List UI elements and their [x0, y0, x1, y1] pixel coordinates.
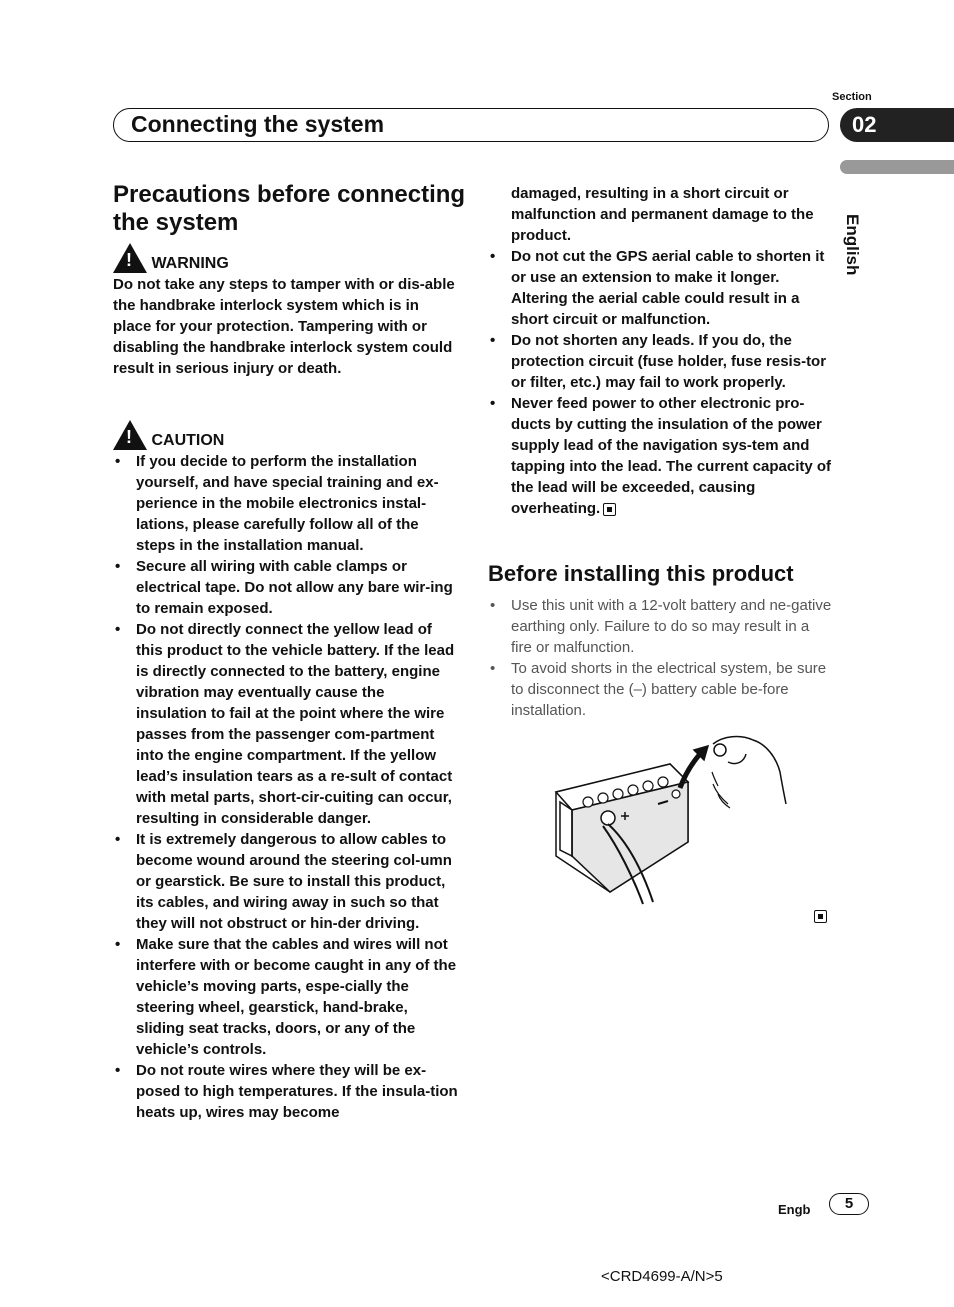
warning-text: Do not take any steps to tamper with or dis-able the handbrake interlock system which is in place for your protection. Tampering with or disabling the handbrake interlock system could result in serious injury or death.	[113, 276, 455, 377]
continuation-text: damaged, resulting in a short circuit or malfunction and permanent damage to the product.	[511, 185, 814, 244]
end-of-section-icon	[814, 910, 827, 923]
precautions-heading: Precautions before connecting the system	[113, 181, 466, 236]
language-label: English	[843, 214, 862, 276]
list-item: • Make sure that the cables and wires will not interfere with or become caught in any of the vehicle’s moving parts, espe-cially the steering wheel, gearstick, hand-brake, sliding seat tracks, doors, or any of the vehicle’s controls.	[113, 934, 458, 1060]
hand-outline	[712, 737, 786, 808]
caution-list	[113, 451, 458, 1123]
end-of-section-icon	[603, 503, 616, 516]
list-item: • It is extremely dangerous to allow cables to become wound around the steering col-umn or gearstick. Be sure to install this product, its cables, and wiring away in such so that they will not obstruct or hin-der driving.	[113, 829, 458, 934]
caution-label: CAUTION	[151, 432, 225, 449]
battery-disconnect-illustration	[548, 732, 793, 910]
warning-triangle-icon	[113, 243, 147, 273]
warning-label: WARNING	[151, 255, 229, 272]
list-item: • Do not shorten any leads. If you do, the protection circuit (fuse holder, fuse resis-tor or filter, etc.) may fail to work properly.	[488, 330, 833, 393]
language-code: Engb	[778, 1202, 811, 1217]
precaution-list-continued	[488, 246, 833, 519]
list-item: • Secure all wiring with cable clamps or electrical tape. Do not allow any bare wir-ing to remain exposed.	[113, 556, 458, 619]
list-item: • Use this unit with a 12-volt battery and ne-gative earthing only. Failure to do so may result in a fire or malfunction.	[488, 595, 833, 658]
list-item: • Do not directly connect the yellow lead of this product to the vehicle battery. If the lead is directly connected to the battery, engine vibration may eventually cause the insulation to fail at the point where the wire passes from the passenger com-partment into the engine compartment. If the yellow lead’s insulation tears as a re-sult of contact with metal parts, short-cir-cuiting can occur, resulting in considerable danger.	[113, 619, 458, 829]
document-code: <CRD4699-A/N>5	[601, 1268, 723, 1285]
page-title: Connecting the system	[131, 111, 385, 137]
language-tab-bar	[840, 160, 954, 174]
caution-triangle-icon	[113, 420, 147, 450]
right-column	[488, 183, 833, 519]
list-item: • Do not cut the GPS aerial cable to shorten it or use an extension to make it longer. Altering the aerial cable could result in a short circuit or malfunction.	[488, 246, 833, 330]
section-label: Section	[832, 91, 872, 103]
list-item: • Do not route wires where they will be ex-posed to high temperatures. If the insula-tion heats up, wires may become	[113, 1060, 458, 1123]
section-number-badge: 02	[840, 108, 954, 142]
page-number: 5	[829, 1193, 869, 1215]
before-installing-heading: Before installing this product	[488, 561, 794, 586]
caution-block	[113, 420, 458, 1123]
list-item: • If you decide to perform the installation yourself, and have special training and ex-perience in the mobile electronics instal-lations, please carefully follow all of the steps in the installation manual.	[113, 451, 458, 556]
warning-block	[113, 243, 458, 379]
warning-header	[113, 243, 458, 273]
list-item: • To avoid shorts in the electrical system, be sure to disconnect the (–) battery cable be-fore installation.	[488, 658, 833, 721]
caution-header	[113, 420, 458, 450]
list-item	[488, 393, 833, 519]
list-item-text: Never feed power to other electronic pro-ducts by cutting the insulation of the power supply lead of the navigation sys-tem and tapping into the lead. The current capacity of the lead will be exceeded, causing overheating.	[511, 395, 832, 517]
install-list	[488, 595, 833, 721]
